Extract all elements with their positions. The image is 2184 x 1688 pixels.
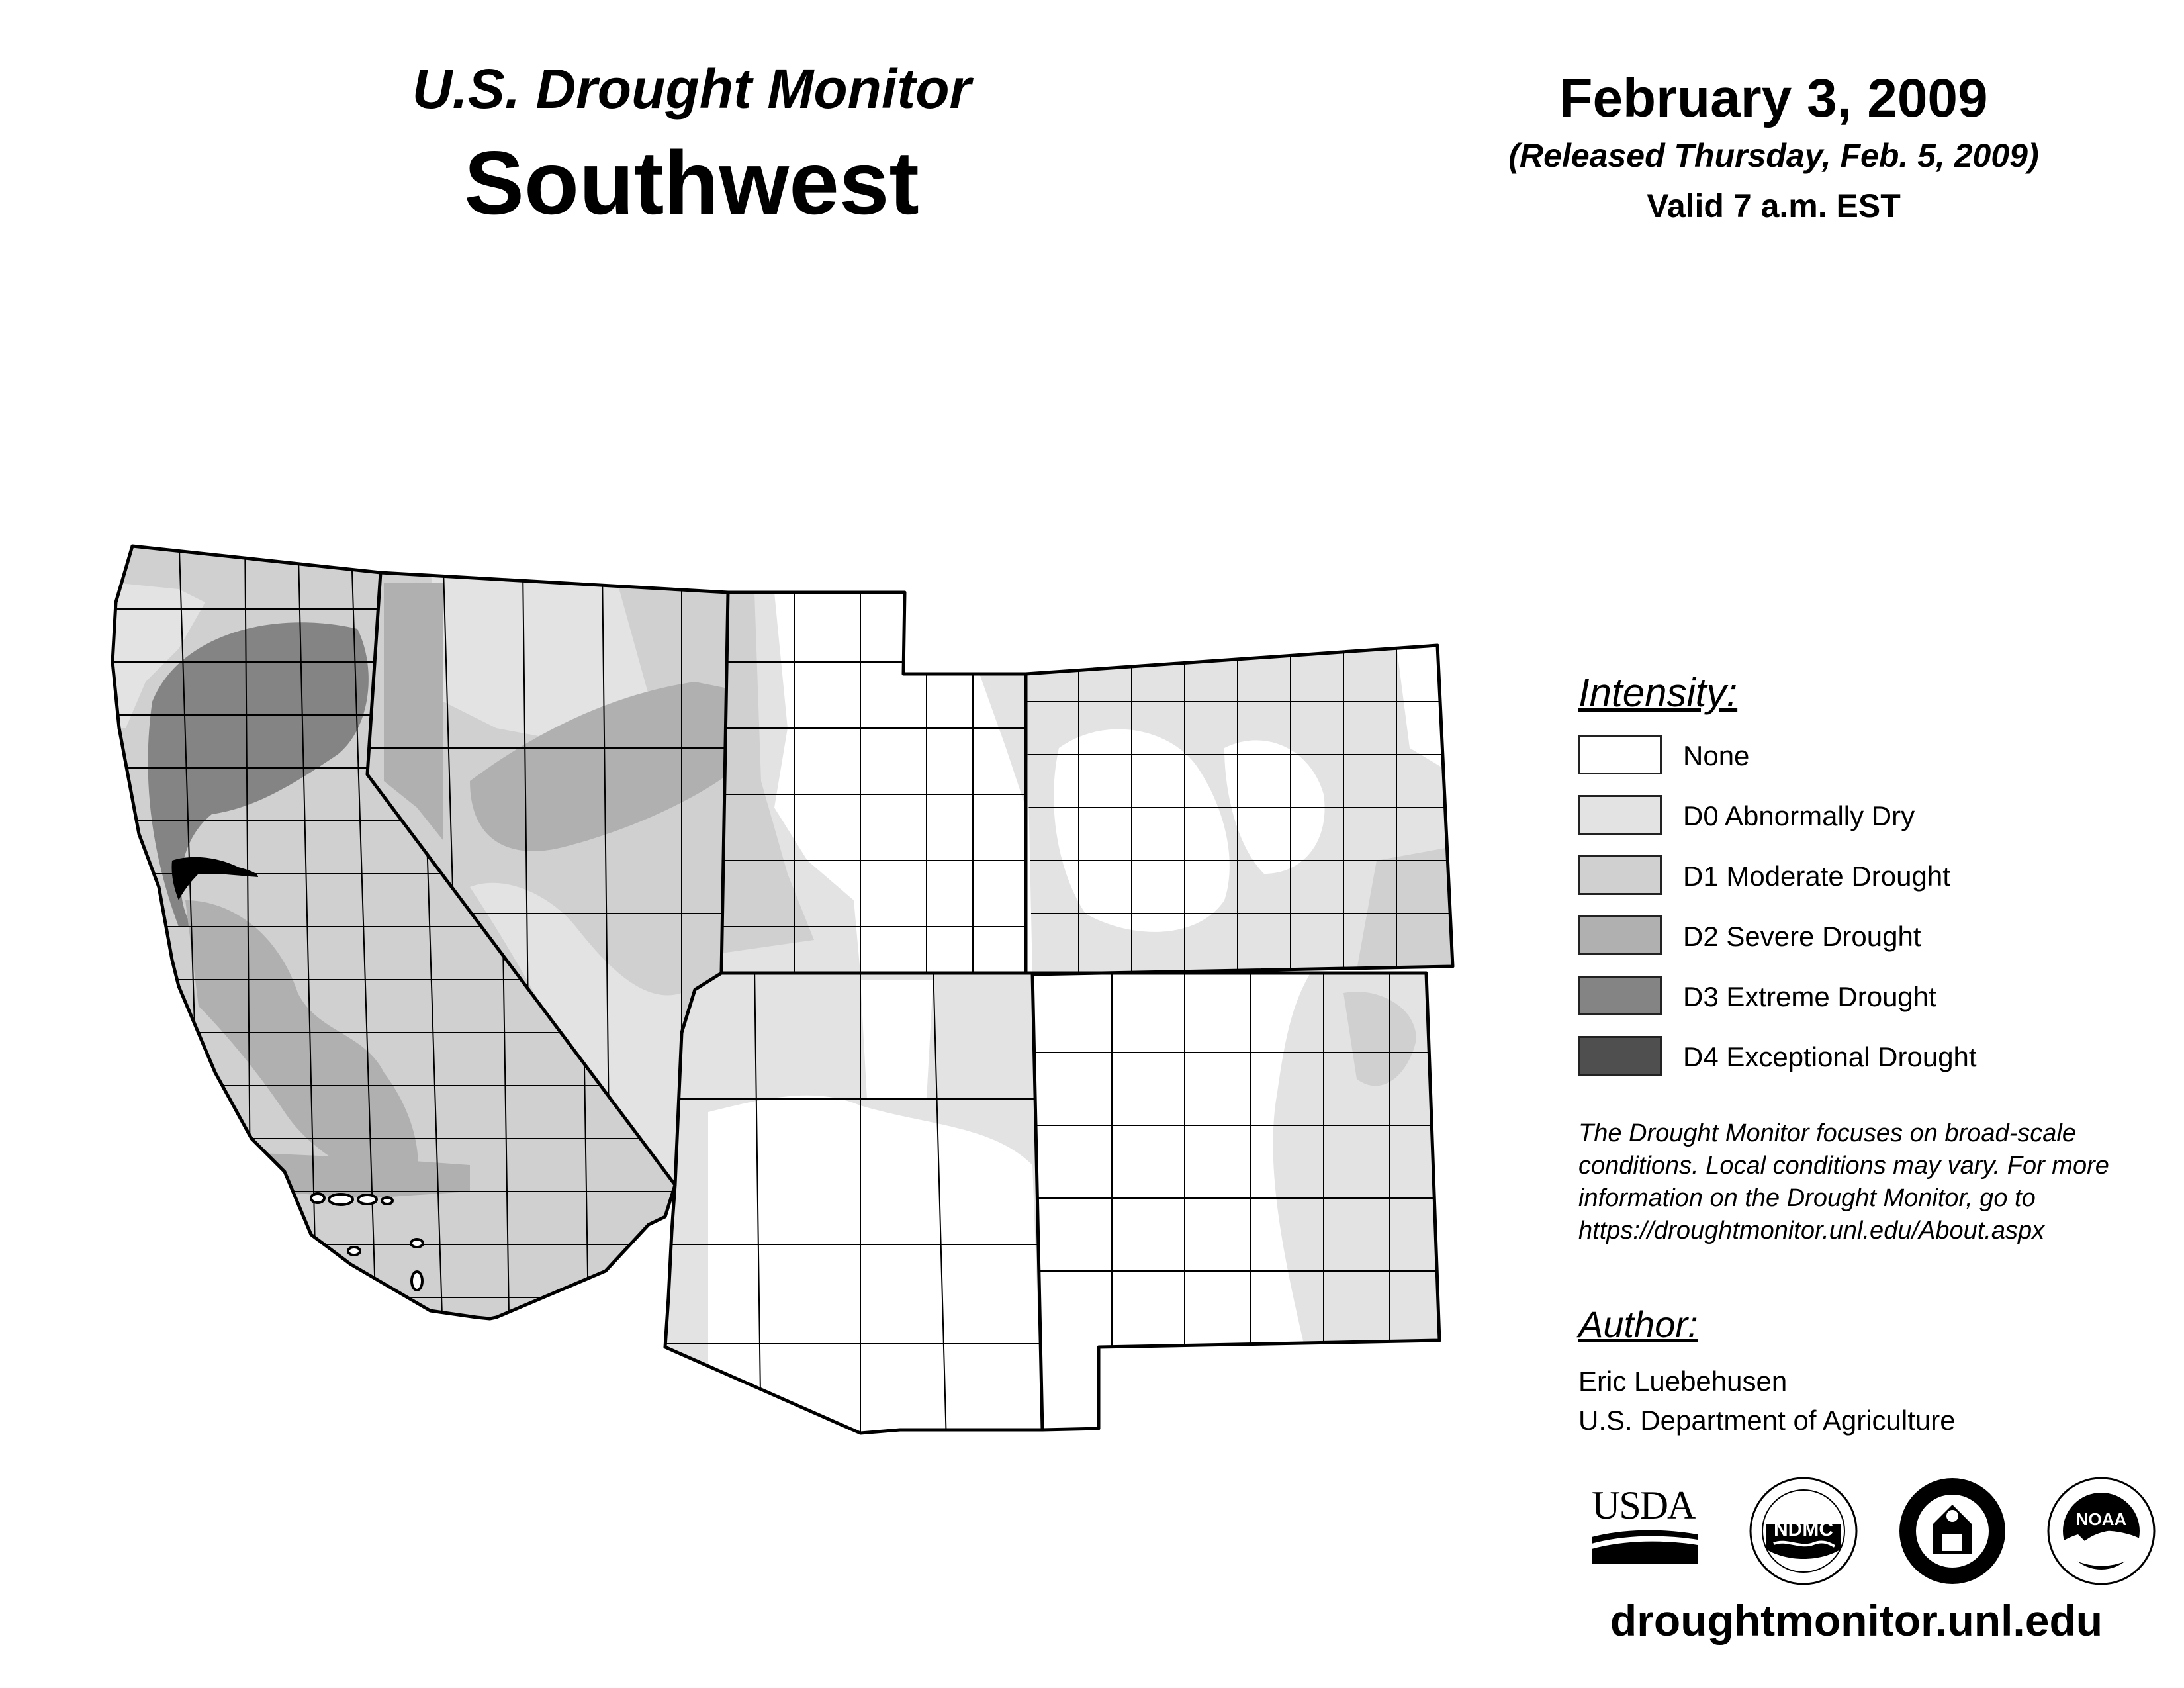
map-title: Southwest (464, 132, 919, 233)
legend-title: Intensity: (1578, 671, 1738, 715)
commerce-logo (1896, 1475, 2009, 1587)
legend-swatch (1578, 735, 1662, 774)
drought-map (99, 530, 1489, 1470)
legend-swatch (1578, 1036, 1662, 1076)
legend-item (1578, 915, 2081, 958)
legend-swatch (1578, 795, 1662, 835)
noaa-logo-text: NOAA (2075, 1509, 2127, 1529)
map-subtitle: U.S. Drought Monitor (412, 58, 972, 120)
author-name: Eric Luebehusen (1578, 1366, 1788, 1397)
note-url[interactable]: https://droughtmonitor.unl.edu/About.aspx (1578, 1217, 2045, 1244)
note-line: information on the Drought Monitor, go to (1578, 1184, 2036, 1212)
legend-swatch (1578, 915, 1662, 955)
ndmc-logo-text: NDMC (1774, 1519, 1833, 1540)
legend-label: D2 Severe Drought (1683, 921, 1921, 952)
legend-label: D3 Extreme Drought (1683, 981, 1936, 1012)
legend-label: None (1683, 740, 1750, 771)
legend-label: D4 Exceptional Drought (1683, 1041, 1977, 1072)
website-link[interactable]: droughtmonitor.unl.edu (1610, 1596, 2103, 1645)
release-date: (Released Thursday, Feb. 5, 2009) (1508, 137, 2039, 174)
author-heading: Author: (1578, 1303, 1698, 1345)
legend-item (1578, 795, 2081, 837)
legend-item (1578, 1036, 2081, 1078)
legend-label: D1 Moderate Drought (1683, 861, 1950, 892)
usda-logo (1592, 1483, 1698, 1575)
note-line: conditions. Local conditions may vary. For more (1578, 1152, 2109, 1180)
noaa-logo (2045, 1475, 2158, 1587)
disclaimer-note (1578, 1117, 2174, 1247)
state-arizona (655, 966, 1052, 1443)
author-organization: U.S. Department of Agriculture (1578, 1405, 1956, 1436)
legend-swatch (1578, 855, 1662, 895)
note-line: The Drought Monitor focuses on broad-scale (1578, 1119, 2076, 1147)
legend-item (1578, 735, 2081, 777)
map-date: February 3, 2009 (1559, 68, 1988, 128)
ndmc-logo (1747, 1475, 1860, 1587)
legend-swatch (1578, 976, 1662, 1015)
legend-item (1578, 976, 2081, 1018)
legend-label: D0 Abnormally Dry (1683, 800, 1915, 831)
usda-logo-text: USDA (1592, 1483, 1695, 1527)
state-utah (695, 583, 1059, 993)
legend-item (1578, 855, 2081, 898)
valid-time: Valid 7 a.m. EST (1647, 187, 1901, 224)
state-new-mexico (1026, 966, 1449, 1443)
